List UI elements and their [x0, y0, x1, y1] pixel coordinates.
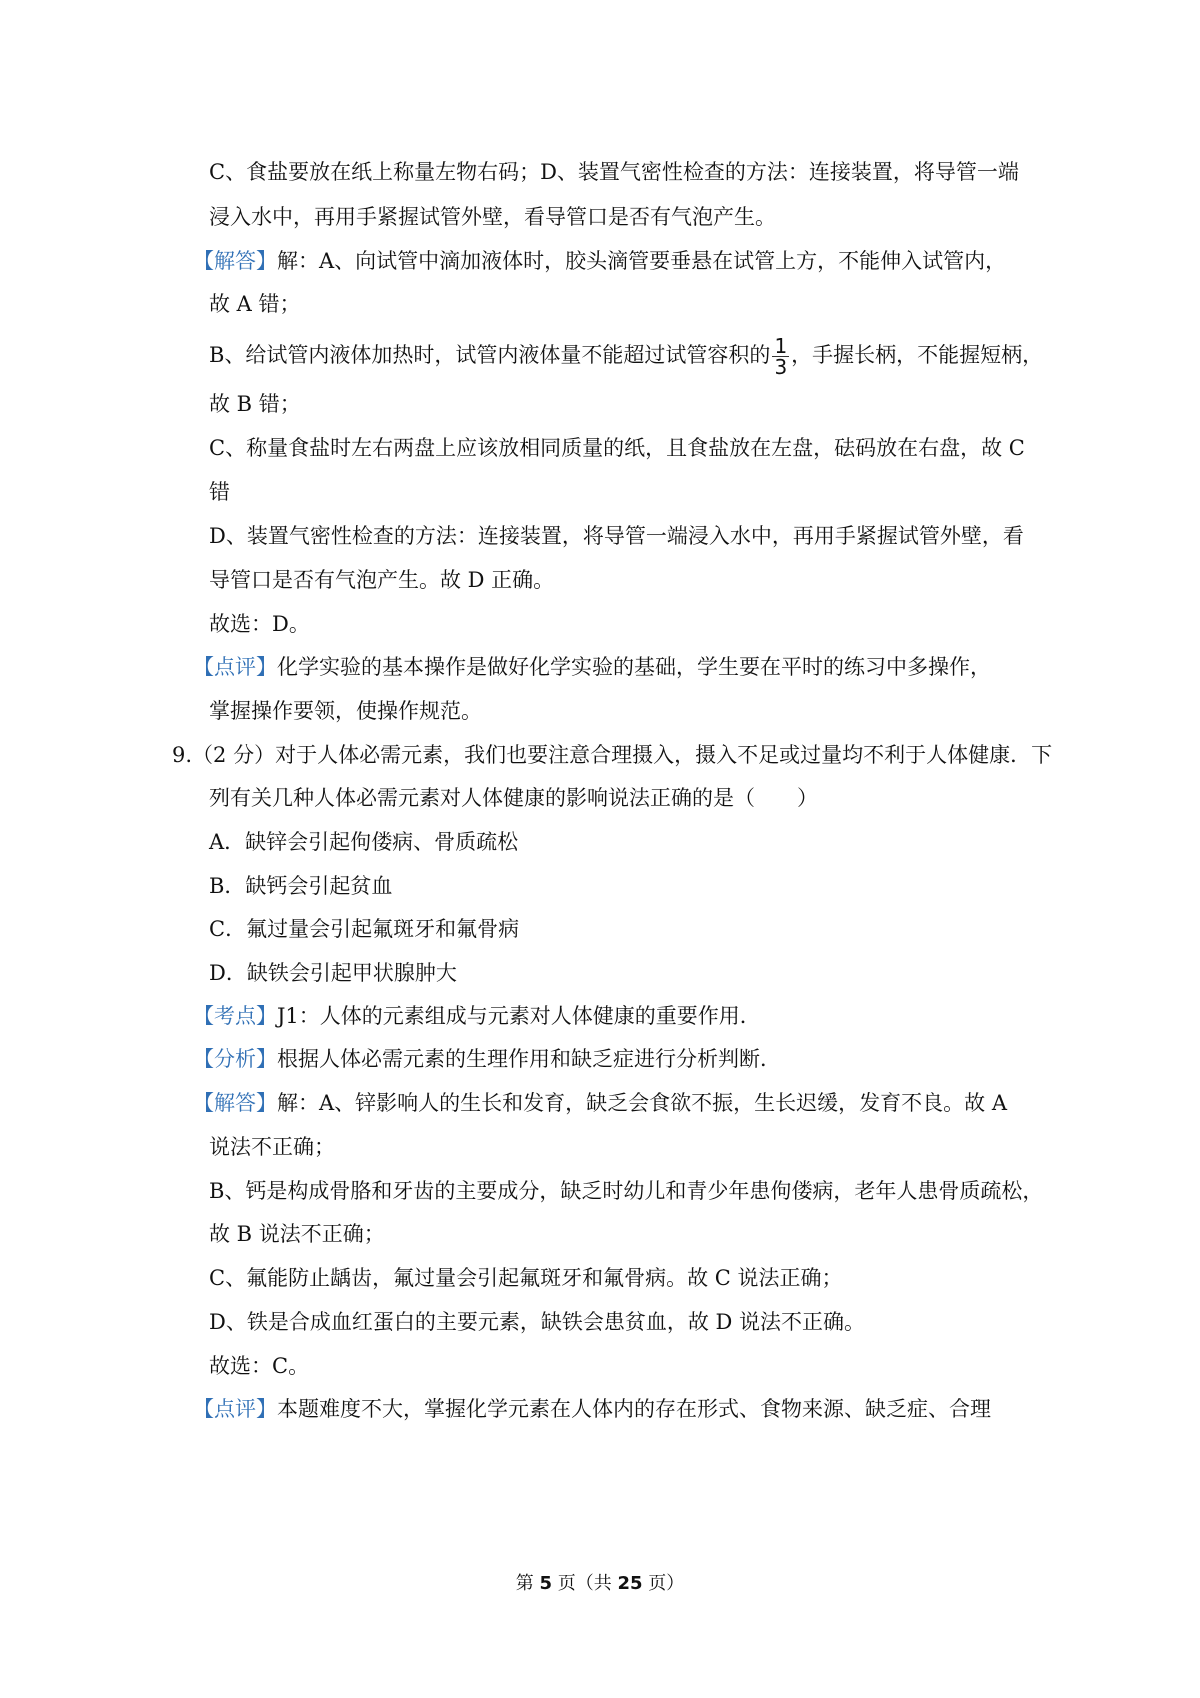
- text-line: 说法不正确；: [209, 1135, 335, 1159]
- text-line: 故选：C。: [209, 1354, 310, 1378]
- fraction-denominator: 3: [774, 355, 788, 379]
- comment-tag: 【点评】: [193, 655, 277, 679]
- fraction-one-third: [772, 336, 789, 377]
- text-line: 故 B 错；: [209, 392, 301, 416]
- analysis-tag: 【分析】: [193, 1047, 277, 1071]
- knowledge-point-line: 【考点】J1：人体的元素组成与元素对人体健康的重要作用．: [193, 1004, 761, 1028]
- option-c: C．氟过量会引起氟斑牙和氟骨病: [209, 917, 520, 941]
- option-d: D．缺铁会引起甲状腺肿大: [209, 961, 457, 985]
- text-line: B、钙是构成骨胳和牙齿的主要成分，缺乏时幼儿和青少年患佝偻病，老年人患骨质疏松，: [209, 1179, 1044, 1203]
- text-line: 故选：D。: [209, 612, 310, 636]
- text-line: 导管口是否有气泡产生。故 D 正确。: [209, 568, 555, 592]
- text-line: 错: [209, 480, 230, 504]
- answer-tag: 【解答】: [193, 1091, 277, 1115]
- question-stem: 9.（2 分）对于人体必需元素，我们也要注意合理摄入，摄入不足或过量均不利于人体健康．下: [172, 743, 1053, 767]
- question-stem-cont: 列有关几种人体必需元素对人体健康的影响说法正确的是（ ）: [209, 786, 818, 810]
- text-line: 故 A 错；: [209, 292, 301, 316]
- answer-tag: 【解答】: [193, 249, 277, 273]
- comment-tag: 【点评】: [193, 1397, 277, 1421]
- fraction-numerator: 1: [774, 334, 788, 358]
- page-footer: 第 5 页（共 25 页）: [515, 1573, 685, 1594]
- text-line: C、食盐要放在纸上称量左物右码；D、装置气密性检查的方法：连接装置，将导管一端: [209, 160, 1019, 184]
- option-a: A．缺锌会引起佝偻病、骨质疏松: [209, 830, 519, 854]
- text-line: D、装置气密性检查的方法：连接装置，将导管一端浸入水中，再用手紧握试管外壁，看: [209, 524, 1024, 548]
- comment-line: 【点评】化学实验的基本操作是做好化学实验的基础，学生要在平时的练习中多操作，: [193, 655, 991, 679]
- text-line: C、称量食盐时左右两盘上应该放相同质量的纸，且食盐放在左盘，砝码放在右盘，故 C: [209, 436, 1025, 460]
- page-total: 25: [617, 1573, 643, 1594]
- page-number: 5: [539, 1573, 552, 1594]
- text-line: C、氟能防止龋齿，氟过量会引起氟斑牙和氟骨病。故 C 说法正确；: [209, 1266, 843, 1290]
- analysis-line: 【分析】根据人体必需元素的生理作用和缺乏症进行分析判断．: [193, 1047, 781, 1071]
- text-line: 故 B 说法不正确；: [209, 1222, 385, 1246]
- text-line: 掌握操作要领，使操作规范。: [209, 699, 482, 723]
- text-line-with-fraction: B、给试管内液体加热时，试管内液体量不能超过试管容积的 $\frac{1}{3}$ ，手握长柄，不能握短柄，: [209, 334, 1044, 379]
- comment-line: 【点评】本题难度不大，掌握化学元素在人体内的存在形式、食物来源、缺乏症、合理: [193, 1397, 991, 1421]
- text-line: 浸入水中，再用手紧握试管外壁，看导管口是否有气泡产生。: [209, 205, 776, 229]
- option-b: B．缺钙会引起贫血: [209, 874, 393, 898]
- text-line: D、铁是合成血红蛋白的主要元素，缺铁会患贫血，故 D 说法不正确。: [209, 1310, 866, 1334]
- knowledge-point-tag: 【考点】: [193, 1004, 277, 1028]
- answer-line: 【解答】解：A、锌影响人的生长和发育，缺乏会食欲不振，生长迟缓，发育不良。故 A: [193, 1091, 1008, 1115]
- answer-line: 【解答】解：A、向试管中滴加液体时，胶头滴管要垂悬在试管上方，不能伸入试管内，: [193, 249, 1007, 273]
